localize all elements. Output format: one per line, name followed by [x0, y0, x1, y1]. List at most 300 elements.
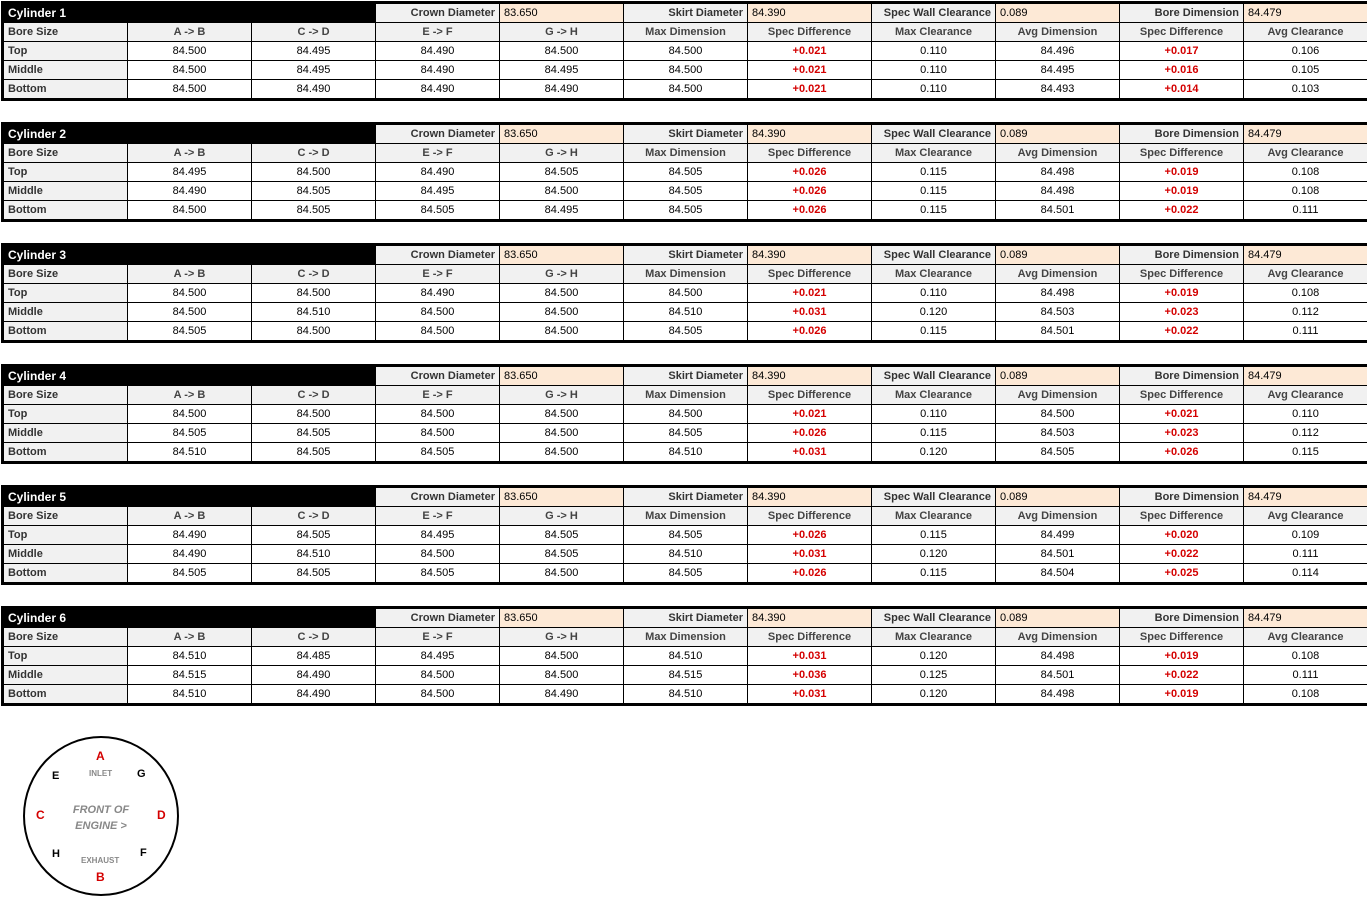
spec-wall-clearance-label: Spec Wall Clearance [872, 4, 996, 23]
table-row [4, 405, 1367, 424]
table-cell: 84.500 [128, 61, 252, 80]
column-header: G -> H [500, 144, 624, 163]
table-cell: 0.111 [1244, 201, 1367, 220]
table-cell: +0.031 [748, 443, 872, 462]
table-cell: 0.120 [872, 685, 996, 704]
table-cell: 0.120 [872, 647, 996, 666]
cylinder-table [1, 364, 1367, 464]
table-cell: 0.112 [1244, 424, 1367, 443]
table-cell: 84.505 [128, 424, 252, 443]
cylinder-table [1, 243, 1367, 343]
table-cell: 84.505 [252, 182, 376, 201]
table-cell: 0.110 [872, 284, 996, 303]
table-cell: 84.495 [376, 647, 500, 666]
table-cell: Bottom [4, 564, 128, 583]
table-row [4, 666, 1367, 685]
table-cell: +0.025 [1120, 564, 1244, 583]
cylinder-header-row [4, 488, 1367, 507]
column-header: Max Dimension [624, 265, 748, 284]
table-cell: 84.503 [996, 303, 1120, 322]
crown-diameter-label: Crown Diameter [376, 246, 500, 265]
table-cell: 84.500 [252, 163, 376, 182]
column-header: Avg Clearance [1244, 386, 1367, 405]
cylinder-title: Cylinder 5 [4, 488, 376, 507]
bore-dimension-value: 84.479 [1244, 488, 1367, 507]
table-row [4, 564, 1367, 583]
table-cell: 84.501 [996, 666, 1120, 685]
column-header: Max Dimension [624, 507, 748, 526]
table-cell: 0.106 [1244, 42, 1367, 61]
table-cell: 0.103 [1244, 80, 1367, 99]
column-header: A -> B [128, 507, 252, 526]
table-cell: 84.505 [624, 564, 748, 583]
front-of-engine-label: FRONT OF ENGINE > [72, 804, 130, 832]
column-header: E -> F [376, 386, 500, 405]
column-header: Spec Difference [748, 507, 872, 526]
bore-dimension-label: Bore Dimension [1120, 609, 1244, 628]
crown-diameter-label: Crown Diameter [376, 488, 500, 507]
column-header: Avg Clearance [1244, 265, 1367, 284]
table-cell: 84.498 [996, 647, 1120, 666]
table-row [4, 303, 1367, 322]
column-header: G -> H [500, 507, 624, 526]
column-header: Avg Clearance [1244, 628, 1367, 647]
spec-wall-clearance-value: 0.089 [996, 367, 1120, 386]
table-cell: 0.111 [1244, 666, 1367, 685]
table-cell: +0.021 [748, 405, 872, 424]
table-cell: 84.500 [376, 424, 500, 443]
table-row [4, 42, 1367, 61]
column-header: Max Dimension [624, 144, 748, 163]
column-header: C -> D [252, 507, 376, 526]
table-row [4, 545, 1367, 564]
table-cell: 0.111 [1244, 322, 1367, 341]
table-row [4, 322, 1367, 341]
table-cell: 84.505 [996, 443, 1120, 462]
table-cell: 84.503 [996, 424, 1120, 443]
table-cell: 84.505 [624, 201, 748, 220]
table-cell: +0.026 [1120, 443, 1244, 462]
table-cell: Middle [4, 303, 128, 322]
table-cell: 84.501 [996, 322, 1120, 341]
table-cell: 0.111 [1244, 545, 1367, 564]
table-cell: 84.505 [252, 526, 376, 545]
table-cell: 84.498 [996, 182, 1120, 201]
spec-wall-clearance-value: 0.089 [996, 125, 1120, 144]
table-row [4, 201, 1367, 220]
table-cell: +0.026 [748, 424, 872, 443]
table-cell: 84.490 [500, 80, 624, 99]
table-cell: Bottom [4, 201, 128, 220]
skirt-diameter-value: 84.390 [748, 609, 872, 628]
table-cell: +0.014 [1120, 80, 1244, 99]
column-header: Spec Difference [1120, 144, 1244, 163]
table-cell: 84.498 [996, 685, 1120, 704]
table-cell: Middle [4, 182, 128, 201]
column-header: E -> F [376, 144, 500, 163]
crown-diameter-label: Crown Diameter [376, 125, 500, 144]
column-header-row [4, 507, 1367, 526]
table-row [4, 163, 1367, 182]
table-cell: 84.501 [996, 545, 1120, 564]
table-cell: 84.500 [128, 405, 252, 424]
table-cell: 84.495 [500, 61, 624, 80]
crown-diameter-value: 83.650 [500, 246, 624, 265]
table-cell: 84.501 [996, 201, 1120, 220]
table-cell: 84.500 [376, 545, 500, 564]
table-row [4, 182, 1367, 201]
table-cell: 84.505 [624, 322, 748, 341]
spec-wall-clearance-value: 0.089 [996, 246, 1120, 265]
table-cell: 0.110 [1244, 405, 1367, 424]
table-cell: 84.505 [252, 443, 376, 462]
table-cell: Bottom [4, 443, 128, 462]
crown-diameter-value: 83.650 [500, 125, 624, 144]
table-cell: +0.021 [1120, 405, 1244, 424]
table-cell: 84.500 [128, 303, 252, 322]
table-cell: Bottom [4, 685, 128, 704]
table-cell: +0.021 [748, 284, 872, 303]
column-header: E -> F [376, 628, 500, 647]
table-cell: 84.510 [624, 647, 748, 666]
table-cell: 84.505 [624, 182, 748, 201]
spec-wall-clearance-value: 0.089 [996, 488, 1120, 507]
table-row [4, 80, 1367, 99]
table-cell: 0.115 [872, 163, 996, 182]
table-cell: 84.505 [624, 526, 748, 545]
point-f-label: F [140, 847, 147, 859]
cylinder-title: Cylinder 4 [4, 367, 376, 386]
table-cell: 84.505 [624, 163, 748, 182]
crown-diameter-label: Crown Diameter [376, 609, 500, 628]
cylinder-header-row [4, 367, 1367, 386]
table-cell: 84.495 [376, 526, 500, 545]
table-cell: 84.500 [500, 284, 624, 303]
table-cell: 84.495 [376, 182, 500, 201]
bore-dimension-label: Bore Dimension [1120, 488, 1244, 507]
table-cell: 84.500 [624, 61, 748, 80]
column-header: Max Dimension [624, 386, 748, 405]
table-cell: 84.493 [996, 80, 1120, 99]
column-header: A -> B [128, 386, 252, 405]
table-cell: 84.510 [624, 443, 748, 462]
table-cell: 84.500 [128, 201, 252, 220]
table-cell: 0.114 [1244, 564, 1367, 583]
table-cell: +0.020 [1120, 526, 1244, 545]
column-header: Avg Clearance [1244, 144, 1367, 163]
column-header: Spec Difference [1120, 386, 1244, 405]
bore-dimension-label: Bore Dimension [1120, 246, 1244, 265]
table-cell: 84.500 [500, 424, 624, 443]
crown-diameter-value: 83.650 [500, 367, 624, 386]
cylinder-table [1, 1, 1367, 101]
table-cell: 84.500 [624, 80, 748, 99]
table-cell: Top [4, 284, 128, 303]
table-cell: +0.016 [1120, 61, 1244, 80]
table-cell: 0.108 [1244, 182, 1367, 201]
table-cell: 84.500 [500, 322, 624, 341]
table-cell: 0.120 [872, 303, 996, 322]
table-cell: 0.120 [872, 443, 996, 462]
table-cell: +0.022 [1120, 322, 1244, 341]
table-row [4, 284, 1367, 303]
table-cell: Middle [4, 545, 128, 564]
table-cell: 84.495 [500, 201, 624, 220]
table-row [4, 647, 1367, 666]
column-header: Max Clearance [872, 386, 996, 405]
skirt-diameter-label: Skirt Diameter [624, 246, 748, 265]
table-cell: 84.500 [252, 284, 376, 303]
table-cell: 84.505 [624, 424, 748, 443]
table-cell: 0.110 [872, 61, 996, 80]
table-cell: 84.515 [128, 666, 252, 685]
table-cell: 84.500 [624, 405, 748, 424]
spec-wall-clearance-label: Spec Wall Clearance [872, 609, 996, 628]
table-cell: 84.500 [500, 443, 624, 462]
column-header: Bore Size [4, 265, 128, 284]
column-header: G -> H [500, 265, 624, 284]
table-cell: +0.023 [1120, 424, 1244, 443]
table-cell: 84.505 [500, 163, 624, 182]
bore-dimension-value: 84.479 [1244, 609, 1367, 628]
table-cell: Top [4, 405, 128, 424]
column-header: A -> B [128, 23, 252, 42]
table-cell: +0.022 [1120, 545, 1244, 564]
column-header: Spec Difference [748, 386, 872, 405]
column-header: Avg Dimension [996, 144, 1120, 163]
cylinder-header-row [4, 609, 1367, 628]
table-cell: 84.500 [500, 42, 624, 61]
table-cell: 84.505 [376, 564, 500, 583]
skirt-diameter-label: Skirt Diameter [624, 4, 748, 23]
table-cell: 84.505 [376, 201, 500, 220]
table-cell: 0.110 [872, 80, 996, 99]
table-cell: 84.500 [500, 182, 624, 201]
table-cell: 0.125 [872, 666, 996, 685]
table-cell: Top [4, 526, 128, 545]
table-cell: 84.500 [500, 405, 624, 424]
table-cell: 84.485 [252, 647, 376, 666]
table-cell: +0.019 [1120, 685, 1244, 704]
table-cell: Middle [4, 666, 128, 685]
column-header: Avg Dimension [996, 265, 1120, 284]
column-header: E -> F [376, 23, 500, 42]
table-cell: +0.031 [748, 685, 872, 704]
skirt-diameter-value: 84.390 [748, 488, 872, 507]
bore-dimension-label: Bore Dimension [1120, 125, 1244, 144]
table-cell: 84.500 [128, 80, 252, 99]
bore-measurement-diagram [23, 736, 179, 896]
table-cell: 0.115 [872, 424, 996, 443]
table-cell: 84.505 [252, 564, 376, 583]
table-cell: 84.496 [996, 42, 1120, 61]
table-cell: 84.500 [376, 405, 500, 424]
table-cell: +0.036 [748, 666, 872, 685]
skirt-diameter-label: Skirt Diameter [624, 367, 748, 386]
table-cell: 84.490 [128, 545, 252, 564]
spec-wall-clearance-label: Spec Wall Clearance [872, 367, 996, 386]
column-header: Max Dimension [624, 628, 748, 647]
column-header: Avg Dimension [996, 507, 1120, 526]
table-cell: 84.505 [252, 424, 376, 443]
table-cell: Middle [4, 61, 128, 80]
table-cell: +0.019 [1120, 647, 1244, 666]
column-header: Max Dimension [624, 23, 748, 42]
table-cell: 84.505 [128, 322, 252, 341]
skirt-diameter-value: 84.390 [748, 367, 872, 386]
table-cell: 84.495 [996, 61, 1120, 80]
column-header: Spec Difference [1120, 628, 1244, 647]
table-cell: +0.026 [748, 564, 872, 583]
column-header-row [4, 386, 1367, 405]
table-cell: 0.115 [872, 201, 996, 220]
table-cell: 84.500 [252, 405, 376, 424]
crown-diameter-value: 83.650 [500, 4, 624, 23]
table-cell: 84.500 [376, 685, 500, 704]
table-cell: +0.031 [748, 303, 872, 322]
table-cell: +0.023 [1120, 303, 1244, 322]
table-row [4, 443, 1367, 462]
crown-diameter-label: Crown Diameter [376, 4, 500, 23]
column-header: C -> D [252, 628, 376, 647]
cylinder-table [1, 485, 1367, 585]
spec-wall-clearance-label: Spec Wall Clearance [872, 125, 996, 144]
cylinder-title: Cylinder 1 [4, 4, 376, 23]
table-cell: +0.021 [748, 80, 872, 99]
column-header: Avg Dimension [996, 628, 1120, 647]
table-cell: 84.490 [376, 42, 500, 61]
table-cell: 84.510 [128, 647, 252, 666]
table-cell: 84.510 [624, 545, 748, 564]
table-cell: Middle [4, 424, 128, 443]
table-cell: 0.115 [872, 182, 996, 201]
table-cell: 84.490 [376, 163, 500, 182]
point-e-label: E [52, 770, 60, 782]
column-header: Max Clearance [872, 628, 996, 647]
table-cell: 84.490 [128, 526, 252, 545]
table-cell: 84.490 [376, 61, 500, 80]
cylinder-table [1, 606, 1367, 706]
point-h-label: H [52, 848, 60, 860]
table-cell: 84.490 [376, 284, 500, 303]
column-header: C -> D [252, 23, 376, 42]
table-cell: 0.108 [1244, 284, 1367, 303]
column-header: Spec Difference [748, 265, 872, 284]
crown-diameter-label: Crown Diameter [376, 367, 500, 386]
table-cell: 84.505 [500, 545, 624, 564]
table-cell: +0.021 [748, 61, 872, 80]
table-cell: 84.500 [252, 322, 376, 341]
table-cell: 84.495 [252, 61, 376, 80]
table-cell: +0.021 [748, 42, 872, 61]
column-header: C -> D [252, 386, 376, 405]
table-cell: +0.017 [1120, 42, 1244, 61]
skirt-diameter-label: Skirt Diameter [624, 609, 748, 628]
table-cell: 84.505 [500, 526, 624, 545]
column-header: Spec Difference [748, 144, 872, 163]
table-cell: 84.510 [128, 685, 252, 704]
point-g-label: G [137, 768, 146, 780]
table-cell: 84.500 [500, 564, 624, 583]
cylinder-header-row [4, 246, 1367, 265]
table-cell: 84.498 [996, 163, 1120, 182]
table-cell: 84.490 [252, 80, 376, 99]
column-header: Avg Clearance [1244, 507, 1367, 526]
table-cell: 0.105 [1244, 61, 1367, 80]
table-cell: 0.108 [1244, 647, 1367, 666]
table-cell: 0.115 [872, 526, 996, 545]
table-cell: +0.026 [748, 201, 872, 220]
column-header: Max Clearance [872, 23, 996, 42]
column-header-row [4, 23, 1367, 42]
cylinder-header-row [4, 4, 1367, 23]
point-a-label: A [96, 749, 105, 763]
cylinder-title: Cylinder 3 [4, 246, 376, 265]
table-cell: 84.510 [252, 545, 376, 564]
table-cell: Bottom [4, 322, 128, 341]
bore-dimension-value: 84.479 [1244, 246, 1367, 265]
spec-wall-clearance-value: 0.089 [996, 609, 1120, 628]
table-cell: 84.498 [996, 284, 1120, 303]
table-cell: 84.500 [376, 666, 500, 685]
table-cell: 84.505 [128, 564, 252, 583]
column-header: Bore Size [4, 23, 128, 42]
point-b-label: B [96, 870, 105, 884]
table-cell: 0.115 [872, 322, 996, 341]
cylinder-title: Cylinder 6 [4, 609, 376, 628]
bore-dimension-label: Bore Dimension [1120, 367, 1244, 386]
table-cell: 84.500 [376, 303, 500, 322]
column-header: G -> H [500, 23, 624, 42]
inlet-label: INLET [89, 769, 113, 778]
column-header: Spec Difference [748, 628, 872, 647]
cylinder-title: Cylinder 2 [4, 125, 376, 144]
table-cell: +0.026 [748, 322, 872, 341]
column-header: Bore Size [4, 628, 128, 647]
column-header: Avg Dimension [996, 386, 1120, 405]
table-cell: 84.500 [624, 284, 748, 303]
table-cell: 0.115 [1244, 443, 1367, 462]
skirt-diameter-label: Skirt Diameter [624, 125, 748, 144]
table-cell: 84.500 [376, 322, 500, 341]
table-cell: +0.022 [1120, 201, 1244, 220]
table-cell: 84.490 [252, 685, 376, 704]
column-header: Avg Dimension [996, 23, 1120, 42]
column-header: Bore Size [4, 144, 128, 163]
table-cell: 84.500 [624, 42, 748, 61]
table-cell: Top [4, 42, 128, 61]
crown-diameter-value: 83.650 [500, 488, 624, 507]
table-cell: +0.026 [748, 163, 872, 182]
table-cell: 84.500 [128, 42, 252, 61]
table-cell: Top [4, 163, 128, 182]
column-header: Bore Size [4, 386, 128, 405]
table-cell: 84.490 [500, 685, 624, 704]
table-row [4, 424, 1367, 443]
column-header: G -> H [500, 628, 624, 647]
table-cell: 84.504 [996, 564, 1120, 583]
spec-wall-clearance-label: Spec Wall Clearance [872, 488, 996, 507]
table-cell: +0.019 [1120, 182, 1244, 201]
bore-dimension-value: 84.479 [1244, 367, 1367, 386]
table-cell: +0.031 [748, 545, 872, 564]
skirt-diameter-label: Skirt Diameter [624, 488, 748, 507]
column-header: Spec Difference [1120, 507, 1244, 526]
crown-diameter-value: 83.650 [500, 609, 624, 628]
table-cell: 84.510 [624, 685, 748, 704]
table-cell: 0.112 [1244, 303, 1367, 322]
bore-dimension-label: Bore Dimension [1120, 4, 1244, 23]
